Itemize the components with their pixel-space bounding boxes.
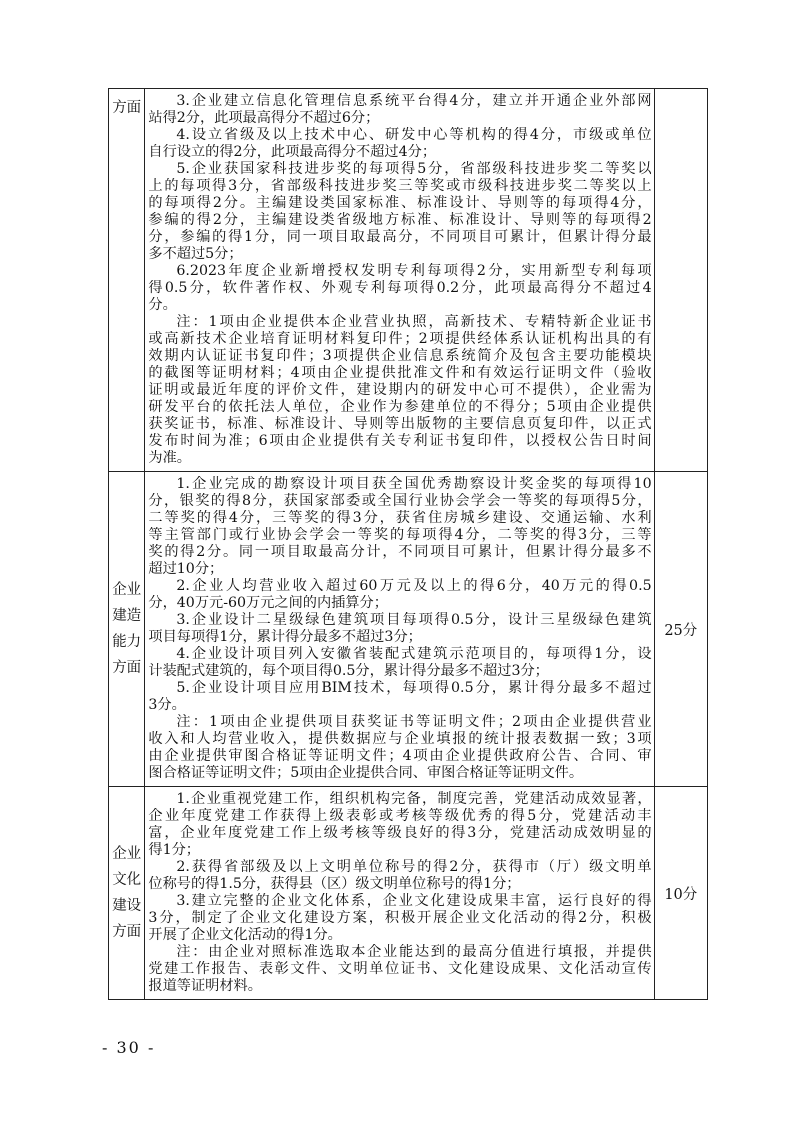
score-cell: 10分 <box>654 787 707 1000</box>
text-line: 注：1项由企业提供本企业营业执照，高新技术、专精特新企业证书 <box>176 314 652 330</box>
text-line: 分，参编的得1分，同一项目取最高分，不同项目可累计，但累计得分最 <box>148 229 652 245</box>
text-line: 项目每项得1分，累计得分最多不超过3分； <box>148 629 422 645</box>
criteria-paragraph <box>148 476 651 578</box>
criteria-paragraph <box>148 893 651 944</box>
text-line: 证明或最近年度的评价文件，建设期内的研发中心可不提供），企业需为 <box>148 382 652 398</box>
table-row <box>109 472 708 787</box>
text-line: 分，银奖的得8分，获国家部委或全国行业协会学会一等奖的每项得5分， <box>148 493 652 509</box>
text-line: 自行设立的得2分，此项最高得分不超过4分； <box>148 144 437 160</box>
text-line: 效期内认证证书复印件；3项提供企业信息系统简介及包含主要功能模块 <box>148 348 652 364</box>
criteria-cell <box>145 787 654 1000</box>
text-line: 计装配式建筑的，每个项目得0.5分，累计得分最多不超过3分； <box>148 663 549 679</box>
text-line: 站得2分，此项最高得分不超过6分； <box>148 110 380 126</box>
category-label: 方面 <box>112 660 142 676</box>
criteria-paragraph <box>148 791 651 859</box>
criteria-paragraph <box>148 646 651 680</box>
criteria-paragraph <box>148 714 651 782</box>
text-line: 5.企业获国家科技进步奖的每项得5分，省部级科技进步奖二等奖以 <box>176 161 652 177</box>
text-line: 研发平台的依托法人单位，企业作为参建单位的不得分；5项由企业提供 <box>148 399 652 415</box>
criteria-paragraph <box>148 93 651 127</box>
scoring-table <box>108 88 708 1000</box>
text-line: 3分。 <box>148 697 186 713</box>
criteria-paragraph <box>148 859 651 893</box>
text-line: 的每项得2分。主编建设类国家标准、标准设计、导则等的每项得4分， <box>148 195 652 211</box>
text-line: 的截图等证明材料；4项由企业提供批准文件和有效运行证明文件（验收 <box>148 365 652 381</box>
text-line: 为准。 <box>148 450 191 466</box>
criteria-paragraph <box>148 612 651 646</box>
text-line: 超过10分； <box>148 561 224 577</box>
category-label: 能力 <box>112 634 142 650</box>
text-line: 4.企业设计项目列入安徽省装配式建筑示范项目的，每项得1分，设 <box>176 646 652 662</box>
category-label: 企业 <box>112 582 142 598</box>
text-line: 富，企业年度党建工作上级考核等级良好的得3分，党建活动成效明显的 <box>148 825 652 841</box>
score-cell: 25分 <box>654 472 707 787</box>
text-line: 5.企业设计项目应用BIM技术，每项得0.5分，累计得分最多不超过 <box>176 680 652 696</box>
text-line: 图合格证等证明文件；5项由企业提供合同、审图合格证等证明文件。 <box>148 765 584 781</box>
text-line: 3.企业建立信息化管理信息系统平台得4分，建立并开通企业外部网 <box>176 93 652 109</box>
text-line: 3分，制定了企业文化建设方案，积极开展企业文化活动的得2分，积极 <box>148 910 652 926</box>
text-line: 分。 <box>148 297 177 313</box>
text-line: 6.2023年度企业新增授权发明专利每项得2分，实用新型专利每项 <box>176 263 652 279</box>
category-label: 建设 <box>112 898 142 914</box>
text-line: 得1分； <box>148 842 200 858</box>
text-line: 多不超过5分； <box>148 246 243 262</box>
table-row <box>109 89 708 472</box>
text-line: 二等奖的得4分，三等奖的得3分，获省住房城乡建设、交通运输、水利 <box>148 510 652 526</box>
text-line: 3.建立完整的企业文化体系，企业文化建设成果丰富，运行良好的得 <box>176 893 652 909</box>
text-line: 收入和人均营业收入，提供数据应与企业填报的统计报表数据一致；3项 <box>148 731 652 747</box>
table-row <box>109 787 708 1000</box>
text-line: 位称号的得1.5分，获得县（区）级文明单位称号的得1分； <box>148 876 521 892</box>
score-cell <box>654 89 707 472</box>
category-label: 方面 <box>112 100 142 116</box>
text-line: 参编的得2分，主编建设类省级地方标准、标准设计、导则等的每项得2 <box>148 212 652 228</box>
category-label: 建造 <box>112 608 142 624</box>
text-line: 1.企业完成的勘察设计项目获全国优秀勘察设计奖金奖的每项得10 <box>176 476 652 492</box>
page-number: - 30 - <box>102 1038 156 1057</box>
criteria-cell <box>145 89 654 472</box>
text-line: 企业年度党建工作获得上级表彰或考核等级优秀的得5分，党建活动丰 <box>148 808 652 824</box>
category-cell <box>109 787 145 1000</box>
text-line: 报道等证明材料。 <box>148 978 262 994</box>
criteria-paragraph <box>148 161 651 263</box>
criteria-paragraph <box>148 944 651 995</box>
text-line: 上的每项得3分，省部级科技进步奖三等奖或市级科技进步奖二等奖以上 <box>148 178 652 194</box>
text-line: 注：1项由企业提供项目获奖证书等证明文件；2项由企业提供营业 <box>176 714 652 730</box>
criteria-paragraph <box>148 263 651 314</box>
text-line: 奖的得2分。同一项目取最高分计，不同项目可累计，但累计得分最多不 <box>148 544 652 560</box>
text-line: 党建工作报告、表彰文件、文明单位证书、文化建设成果、文化活动宣传 <box>148 961 652 977</box>
text-line: 2.获得省部级及以上文明单位称号的得2分，获得市（厅）级文明单 <box>176 859 652 875</box>
text-line: 1.企业重视党建工作，组织机构完备，制度完善，党建活动成效显著， <box>176 791 652 807</box>
text-line: 分，40万元-60万元之间的内插算分； <box>148 595 388 611</box>
text-line: 获奖证书，标准、标准设计、导则等出版物的主要信息页复印件，以正式 <box>148 416 652 432</box>
category-label: 文化 <box>112 872 142 888</box>
text-line: 得0.5分，软件著作权、外观专利每项得0.2分，此项最高得分不超过4 <box>148 280 652 296</box>
criteria-paragraph <box>148 680 651 714</box>
text-line: 4.设立省级及以上技术中心、研发中心等机构的得4分，市级或单位 <box>176 127 652 143</box>
criteria-paragraph <box>148 127 651 161</box>
category-cell <box>109 89 145 472</box>
criteria-cell <box>145 472 654 787</box>
category-label: 方面 <box>112 924 142 940</box>
text-line: 2.企业人均营业收入超过60万元及以上的得6分，40万元的得0.5 <box>176 578 652 594</box>
text-line: 3.企业设计二星级绿色建筑项目每项得0.5分，设计三星级绿色建筑 <box>176 612 652 628</box>
text-line: 注：由企业对照标准选取本企业能达到的最高分值进行填报，并提供 <box>176 944 652 960</box>
text-line: 发布时间为准；6项由企业提供有关专利证书复印件，以授权公告日时间 <box>148 433 652 449</box>
text-line: 由企业提供审图合格证等证明文件；4项由企业提供政府公告、合同、审 <box>148 748 652 764</box>
text-line: 或高新技术企业培育证明材料复印件；2项提供经体系认证机构出具的有 <box>148 331 652 347</box>
text-line: 开展了企业文化活动的得1分。 <box>148 927 342 943</box>
text-line: 等主管部门或行业协会学会一等奖的每项得4分，二等奖的得3分，三等 <box>148 527 652 543</box>
category-label: 企业 <box>112 846 142 862</box>
criteria-paragraph <box>148 578 651 612</box>
category-cell <box>109 472 145 787</box>
criteria-paragraph <box>148 314 651 467</box>
